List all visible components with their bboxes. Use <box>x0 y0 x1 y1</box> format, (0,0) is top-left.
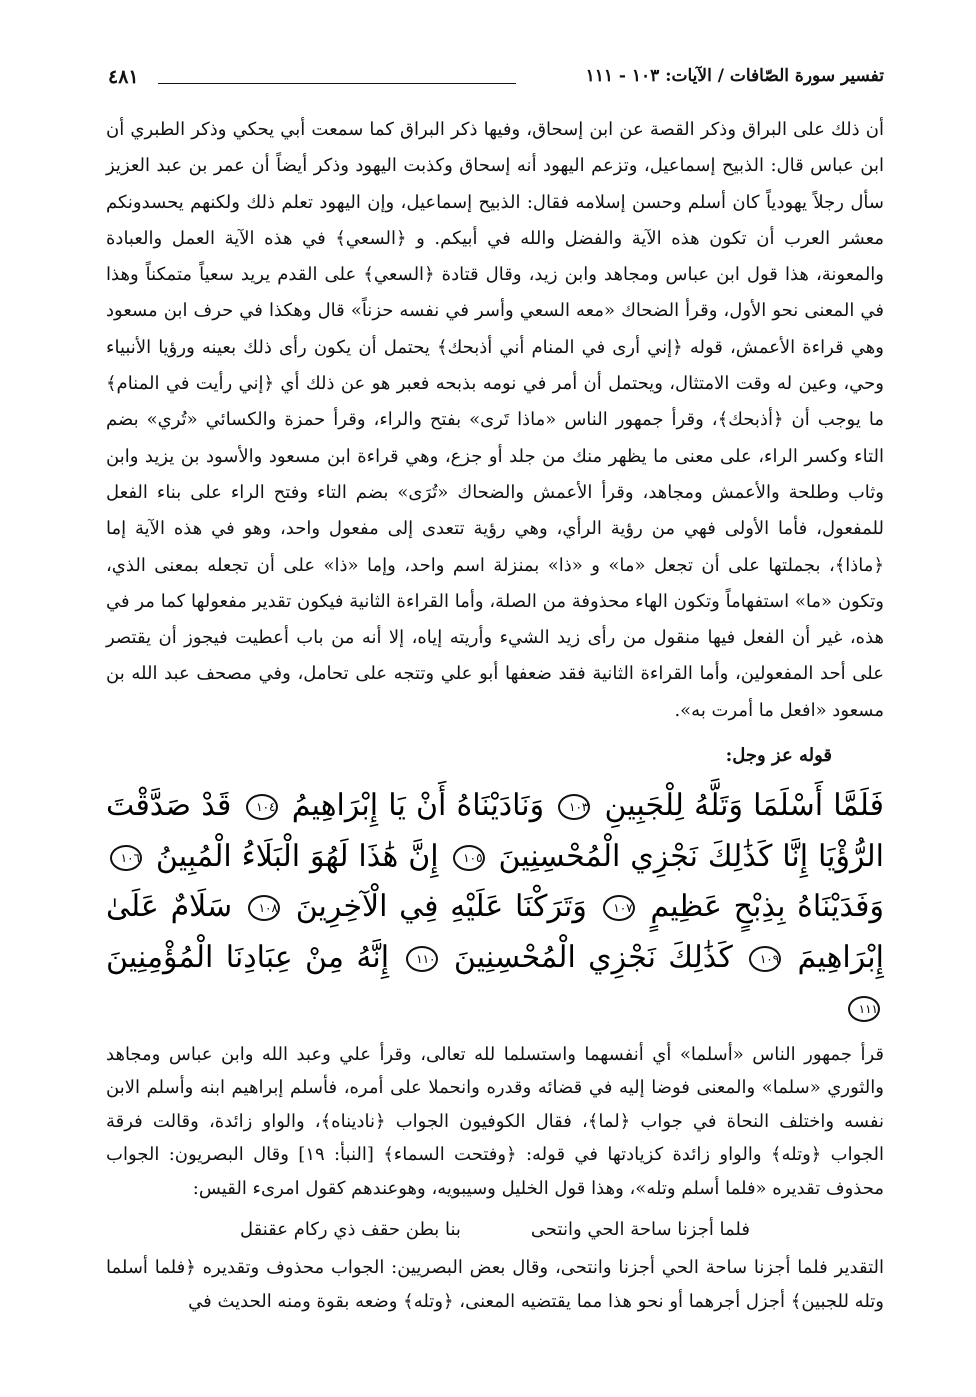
running-header <box>108 66 884 94</box>
text-line: رأيت في المنام﴾ ما يوجب أن ﴿أذبحك﴾، وقرأ جمهور الناس «ماذا تَرى» بفتح والراء، وقرأ حمزة <box>106 373 884 431</box>
text-line: بمعنى الذي، وتكون «ما» استفهاماً وتكون الهاء محذوفة من الصلة، وأما القراءة الثانية فيكون تقدير <box>106 554 884 612</box>
text-line: فيجوز أن يقتصر على أحد المفعولين، وأما القراءة الثانية فقد ضعفها أبو علي وتتجه على تحامل، وفي <box>106 627 884 685</box>
header-rule <box>158 83 516 84</box>
quran-text: إِنَّ هَٰذَا لَهُوَ الْبَلَاءُ الْمُبِينُ <box>155 838 439 874</box>
header-title: تفسير سورة الصّافات / الآيات: ١٠٣ - ١١١ <box>585 66 884 86</box>
text-line: محذوف تقديره «فلما أسلم وتله»، وهذا قول الخليل وسيبويه، وهوعندهم كقول امرىء القيس: <box>192 1177 884 1199</box>
quran-text: كَذَٰلِكَ نَجْزِي الْمُحْسِنِينَ <box>453 939 733 975</box>
text-line: أسلما وتله للجبين﴾ أجزل أجرهما أو نحو هذا مما يقتضيه المعنى، ﴿وتله﴾ وضعه بقوة ومنه الحديث في <box>106 1257 884 1312</box>
text-line: متمكناً وهذا في المعنى نحو الأول، وقرأ الضحاك «معه السعي وأسر في نفسه حزناً» قال وهكذا في حرف <box>106 264 884 322</box>
text-line: مفعولها كما مر في هذه، غير أن الفعل فيها منقول من رأى زيد الشيء وأريته إياه، إلا أنه من باب أعطيت <box>106 590 885 649</box>
page-number: ٤٨١ <box>108 66 139 88</box>
text-line: التقدير فلما أجزنا ساحة الحي أجزنا وانتحى، وقال بعض البصريين: الجواب محذوف وتقديره ﴿فلما <box>154 1257 884 1279</box>
quran-text: وَنَادَيْنَاهُ أَنْ يَا إِبْرَاهِيمُ <box>291 788 545 824</box>
text-line: الجواب ﴿وتله﴾ والواو زائدة كزيادتها في قوله: ﴿وفتحت السماء﴾ [النبأ: ١٩] وقال البصريون: الجواب <box>106 1144 885 1166</box>
aya-number-marker: ١٠٩ <box>749 946 781 972</box>
text-line: نفسه واختلف النحاة في جواب ﴿لما﴾، فقال الكوفيون الجواب ﴿ناديناه﴾، والواو زائدة، وقالت فرقة <box>106 1110 884 1132</box>
paragraph-3 <box>106 1251 884 1318</box>
quran-block <box>106 781 884 1034</box>
text-line: والأسود بن يزيد وابن وثاب وطلحة والأعمش ومجاهد، وقرأ الأعمش والضحاك «تُرَى» بضم التاء وفتح <box>106 445 884 503</box>
aya-number-marker: ١٠٥ <box>453 845 485 871</box>
text-line: أن ابن عباس قال: الذبيح إسماعيل، وتزعم اليهود أنه إسحاق وكذبت اليهود وذكر أيضاً أن عمر بن <box>106 119 884 177</box>
text-line: ابن مسعود وهي قراءة الأعمش، قوله ﴿إني أرى في المنام أني أذبحك﴾ يحتمل أن يكون رأى ذلك بعينه <box>106 300 884 358</box>
paragraph-1 <box>106 112 884 729</box>
paragraph-2 <box>106 1038 884 1206</box>
aya-number-marker: ١٠٨ <box>248 895 280 921</box>
text-line: والكسائي «تُري» بضم التاء وكسر الراء، على معنى ما يظهر منك من جلد أو جزع، وهي قراءة ابن مسعود <box>106 409 884 467</box>
text-line: والعبادة والمعونة، هذا قول ابن عباس ومجاهد وابن زيد، وقال قتادة ﴿السعي﴾ على القدم يريد سعياً <box>106 227 884 286</box>
quran-text: قَدْ صَدَّقْتَ الرُّؤْيَا إِنَّا كَذَٰلِكَ نَجْزِي الْمُحْسِنِينَ <box>106 788 884 874</box>
verse-second-hemistich: بنا بطن حقف ذي ركام عقنقل <box>240 1219 461 1241</box>
text-line: أن ذلك على البراق وذكر القصة عن ابن إسحاق، وفيها ذكر البراق كما سمعت أبي يحكي وذكر الطبري <box>130 119 884 140</box>
text-line: يحسدونكم معشر العرب أن تكون هذه الآية والفضل والله في أبيكم. و ﴿السعي﴾ في هذه الآية العمل <box>106 191 884 249</box>
aya-number-marker: ١٠٤ <box>246 794 278 820</box>
aya-number-marker: ١١١ <box>848 996 880 1022</box>
page-body <box>106 112 884 1318</box>
text-line: قرأ جمهور الناس «أسلما» أي أنفسهما واستسلما لله تعالى، وقرأ علي وعبد الله وابن عباس ومجاهد <box>106 1043 884 1065</box>
quran-text: فَلَمَّا أَسْلَمَا وَتَلَّهُ لِلْجَبِينِ <box>604 788 884 824</box>
aya-number-marker: ١٠٦ <box>110 845 142 871</box>
quran-text: وَتَرَكْنَا عَلَيْهِ فِي الْآخِرِينَ <box>295 889 587 925</box>
text-line: في هذه الآية إما ﴿ماذا﴾، بجملتها على أن تجعل «ما» و «ذا» بمنزلة اسم واحد، وإما «ذا» على أن تجعله <box>106 518 884 576</box>
text-line: عبد العزيز سأل رجلاً يهودياً كان أسلم وحسن إسلامه فقال: الذبيح إسماعيل، وإن اليهود تعلم ذلك ولكنهم <box>106 155 884 213</box>
quran-text: سَلَامٌ عَلَىٰ إِبْرَاهِيمَ <box>106 889 884 975</box>
aya-number-marker: ١٠٣ <box>558 794 590 820</box>
text-line: الراء على بناء الفعل للمفعول، فأما الأولى فهي من رؤية الرأي، وهي رؤية تتعدى إلى مفعول واحد، وهو <box>106 481 884 540</box>
quran-text: إِنَّهُ مِنْ عِبَادِنَا الْمُؤْمِنِينَ <box>106 939 390 975</box>
quran-text: وَفَدَيْنَاهُ بِذِبْحٍ عَظِيمٍ <box>650 889 885 925</box>
text-line: ورؤيا الأنبياء وحي، وعين له وقت الامتثال، ويحتمل أن أمر في نومه بذبحه فعبر هو عن ذلك أي ﴿إني <box>106 336 884 395</box>
verse-first-hemistich: فلما أجزنا ساحة الحي وانتحى <box>530 1219 750 1241</box>
aya-number-marker: ١١٠ <box>406 946 438 972</box>
text-line: مصحف عبد الله بن مسعود «افعل ما أمرت به». <box>106 663 884 721</box>
verse-intro: قوله عز وجل: <box>725 745 832 767</box>
aya-number-marker: ١٠٧ <box>603 895 635 921</box>
poetry-verse <box>106 1213 884 1247</box>
text-line: والثوري «سلما» والمعنى فوضا إليه في قضائه وقدره وانحملا على أمره، فأسلم إبراهيم ابنه وأسلم الابن <box>106 1077 884 1099</box>
